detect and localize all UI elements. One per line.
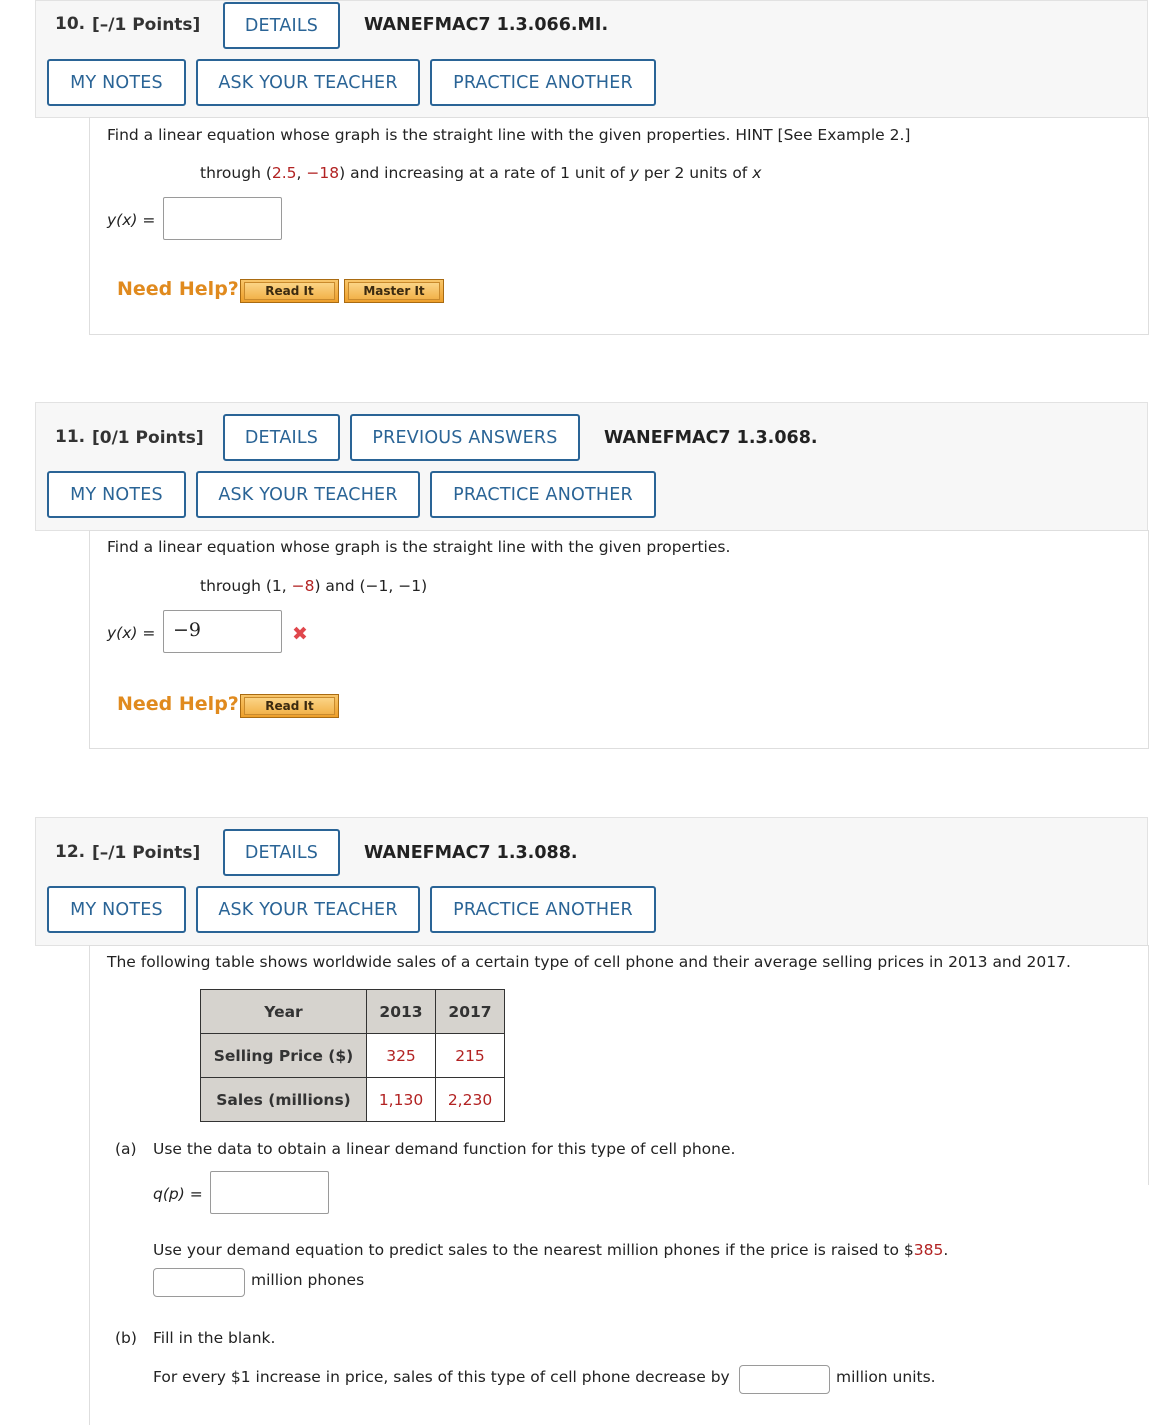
q12-prompt: The following table shows worldwide sales of a certain type of cell phone and their average selling prices in 2013 and 2017. (107, 953, 1071, 971)
q11-question-code: WANEFMAC7 1.3.068. (604, 428, 818, 448)
q12-predict-input[interactable] (153, 1268, 245, 1297)
q12-predict-unit: million phones (251, 1271, 365, 1289)
q10-number: 10. (55, 14, 86, 34)
table-row (201, 1078, 505, 1122)
q10-practice-another-button[interactable]: PRACTICE ANOTHER (430, 59, 656, 106)
q10-ask-teacher-button[interactable]: ASK YOUR TEACHER (196, 59, 420, 106)
table-header-price: Selling Price ($) (201, 1034, 367, 1078)
table-cell-price-2017: 215 (436, 1034, 505, 1078)
q11-answer-input[interactable] (163, 610, 282, 653)
incorrect-x-icon: ✖ (292, 623, 308, 645)
table-cell-price-2013: 325 (367, 1034, 436, 1078)
table-cell-year-2017: 2017 (436, 990, 505, 1034)
q12-question-code: WANEFMAC7 1.3.088. (364, 843, 578, 863)
q12-details-button[interactable]: DETAILS (223, 829, 340, 876)
q10-master-it-button[interactable]: Master It (344, 279, 444, 303)
q12-body-right-border (1148, 945, 1149, 1185)
q12-practice-another-button[interactable]: PRACTICE ANOTHER (430, 886, 656, 933)
q10-details-button[interactable]: DETAILS (223, 2, 340, 49)
q11-answer-label: y(x) = (107, 624, 156, 642)
q12-number: 12. (55, 842, 86, 862)
q10-answer-input[interactable] (163, 197, 282, 240)
q12-blank-input[interactable] (739, 1365, 830, 1394)
q11-practice-another-button[interactable]: PRACTICE ANOTHER (430, 471, 656, 518)
q11-ask-teacher-button[interactable]: ASK YOUR TEACHER (196, 471, 420, 518)
q12-my-notes-button[interactable]: MY NOTES (47, 886, 186, 933)
table-cell-sales-2013: 1,130 (367, 1078, 436, 1122)
q12-part-a-text: Use the data to obtain a linear demand function for this type of cell phone. (153, 1140, 736, 1158)
q12-demand-input[interactable] (210, 1171, 329, 1214)
q10-given-properties: through (2.5, −18) and increasing at a rate of 1 unit of y per 2 units of x (200, 164, 762, 182)
q12-blank-unit: million units. (836, 1368, 936, 1386)
table-row (201, 1034, 505, 1078)
q11-prompt: Find a linear equation whose graph is the straight line with the given properties. (107, 538, 731, 556)
q12-part-b-label: (b) (115, 1329, 137, 1347)
q10-points: [–/1 Points] (92, 15, 201, 35)
q12-part-b-text: Fill in the blank. (153, 1329, 276, 1347)
q12-ask-teacher-button[interactable]: ASK YOUR TEACHER (196, 886, 420, 933)
q11-previous-answers-button[interactable]: PREVIOUS ANSWERS (350, 414, 580, 461)
table-header-year: Year (201, 990, 367, 1034)
q10-answer-label: y(x) = (107, 211, 156, 229)
q11-details-button[interactable]: DETAILS (223, 414, 340, 461)
q12-points: [–/1 Points] (92, 843, 201, 863)
q12-blank-text: For every $1 increase in price, sales of this type of cell phone decrease by (153, 1368, 730, 1386)
q10-question-code: WANEFMAC7 1.3.066.MI. (364, 15, 609, 35)
q10-my-notes-button[interactable]: MY NOTES (47, 59, 186, 106)
q11-given-points: through (1, −8) and (−1, −1) (200, 577, 428, 595)
table-cell-sales-2017: 2,230 (436, 1078, 505, 1122)
q10-read-it-button[interactable]: Read It (240, 279, 339, 303)
table-header-sales: Sales (millions) (201, 1078, 367, 1122)
q11-my-notes-button[interactable]: MY NOTES (47, 471, 186, 518)
q10-need-help: Need Help? (117, 278, 239, 300)
q12-part-a-label: (a) (115, 1140, 137, 1158)
table-row (201, 990, 505, 1034)
q12-predict-text: Use your demand equation to predict sales to the nearest million phones if the price is raised to $385. (153, 1241, 949, 1259)
table-cell-year-2013: 2013 (367, 990, 436, 1034)
q11-need-help: Need Help? (117, 693, 239, 715)
q11-points: [0/1 Points] (92, 428, 204, 448)
q12-demand-label: q(p) = (153, 1185, 203, 1203)
q10-prompt: Find a linear equation whose graph is the straight line with the given properties. HINT [See Example 2.] (107, 126, 911, 144)
q11-number: 11. (55, 427, 86, 447)
q11-read-it-button[interactable]: Read It (240, 694, 339, 718)
q12-data-table (200, 989, 505, 1122)
q11-answer-value: −9 (173, 619, 202, 641)
